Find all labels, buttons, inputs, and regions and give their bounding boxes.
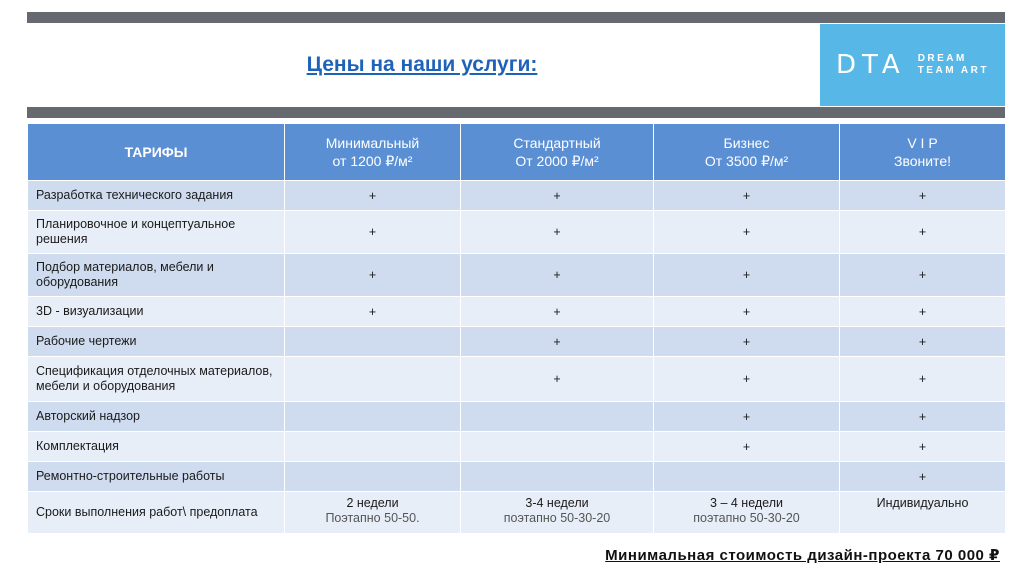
mark-cell: + xyxy=(840,327,1006,357)
mark-cell: + xyxy=(840,297,1006,327)
mark-cell xyxy=(285,327,461,357)
mark-cell: + xyxy=(840,432,1006,462)
terms-cell-minimal: 2 недели Поэтапно 50-50. xyxy=(285,492,461,534)
mark-cell: + xyxy=(840,462,1006,492)
column-header-minimal: Минимальный от 1200 ₽/м² xyxy=(285,124,461,181)
table-row xyxy=(28,327,1006,357)
mark-cell xyxy=(461,402,654,432)
table-row xyxy=(28,432,1006,462)
company-logo xyxy=(820,24,1005,106)
mark-cell xyxy=(285,462,461,492)
mark-cell: + xyxy=(654,254,840,297)
mark-cell: + xyxy=(461,181,654,211)
logo-words xyxy=(918,53,989,77)
page-title: Цены на наши услуги: xyxy=(306,53,538,76)
table-row xyxy=(28,211,1006,254)
mark-cell: + xyxy=(285,181,461,211)
column-header-standard: Стандартный От 2000 ₽/м² xyxy=(461,124,654,181)
column-header-vip: V I P Звоните! xyxy=(840,124,1006,181)
logo-mark: DTA xyxy=(836,50,906,80)
mark-cell: + xyxy=(840,402,1006,432)
mark-cell: + xyxy=(840,254,1006,297)
mark-cell: + xyxy=(285,297,461,327)
logo-line-2: TEAM ART xyxy=(917,65,989,76)
mark-cell: + xyxy=(654,402,840,432)
feature-cell: Комплектация xyxy=(28,432,285,462)
mark-cell: + xyxy=(654,297,840,327)
middle-divider-bar xyxy=(27,107,1005,118)
mark-cell xyxy=(461,462,654,492)
mark-cell xyxy=(285,432,461,462)
feature-cell: Рабочие чертежи xyxy=(28,327,285,357)
table-row xyxy=(28,462,1006,492)
mark-cell: + xyxy=(654,327,840,357)
mark-cell: + xyxy=(285,211,461,254)
table-row xyxy=(28,181,1006,211)
mark-cell: + xyxy=(654,357,840,402)
feature-cell: Ремонтно-строительные работы xyxy=(28,462,285,492)
mark-cell: + xyxy=(461,211,654,254)
mark-cell: + xyxy=(461,327,654,357)
column-header-tariffs: ТАРИФЫ xyxy=(28,124,285,181)
terms-cell-vip: Индивидуально xyxy=(840,492,1006,534)
mark-cell: + xyxy=(654,181,840,211)
mark-cell: + xyxy=(840,181,1006,211)
column-header-business: Бизнес От 3500 ₽/м² xyxy=(654,124,840,181)
terms-cell-business: 3 – 4 недели поэтапно 50-30-20 xyxy=(654,492,840,534)
feature-cell: Авторский надзор xyxy=(28,402,285,432)
mark-cell: + xyxy=(461,357,654,402)
mark-cell: + xyxy=(840,357,1006,402)
table-row xyxy=(28,402,1006,432)
logo-line-1: DREAM xyxy=(917,53,967,64)
mark-cell xyxy=(654,462,840,492)
pricing-header-row xyxy=(28,124,1006,181)
feature-cell: Планировочное и концептуальное решения xyxy=(28,211,285,254)
mark-cell xyxy=(285,402,461,432)
mark-cell: + xyxy=(461,254,654,297)
terms-feature-cell: Сроки выполнения работ\ предоплата xyxy=(28,492,285,534)
mark-cell: + xyxy=(840,211,1006,254)
table-row xyxy=(28,254,1006,297)
mark-cell xyxy=(285,357,461,402)
feature-cell: Спецификация отделочных материалов, мебели и оборудования xyxy=(28,357,285,402)
page-title-area xyxy=(27,24,817,106)
mark-cell: + xyxy=(654,211,840,254)
terms-row xyxy=(28,492,1006,534)
top-divider-bar xyxy=(27,12,1005,23)
mark-cell: + xyxy=(461,297,654,327)
table-row xyxy=(28,297,1006,327)
feature-cell: Разработка технического задания xyxy=(28,181,285,211)
pricing-table xyxy=(27,123,1006,534)
mark-cell: + xyxy=(654,432,840,462)
terms-cell-standard: 3-4 недели поэтапно 50-30-20 xyxy=(461,492,654,534)
mark-cell xyxy=(461,432,654,462)
feature-cell: 3D - визуализации xyxy=(28,297,285,327)
table-row xyxy=(28,357,1006,402)
minimum-price-note: Минимальная стоимость дизайн-проекта 70 000 ₽ xyxy=(605,547,1000,564)
feature-cell: Подбор материалов, мебели и оборудования xyxy=(28,254,285,297)
mark-cell: + xyxy=(285,254,461,297)
